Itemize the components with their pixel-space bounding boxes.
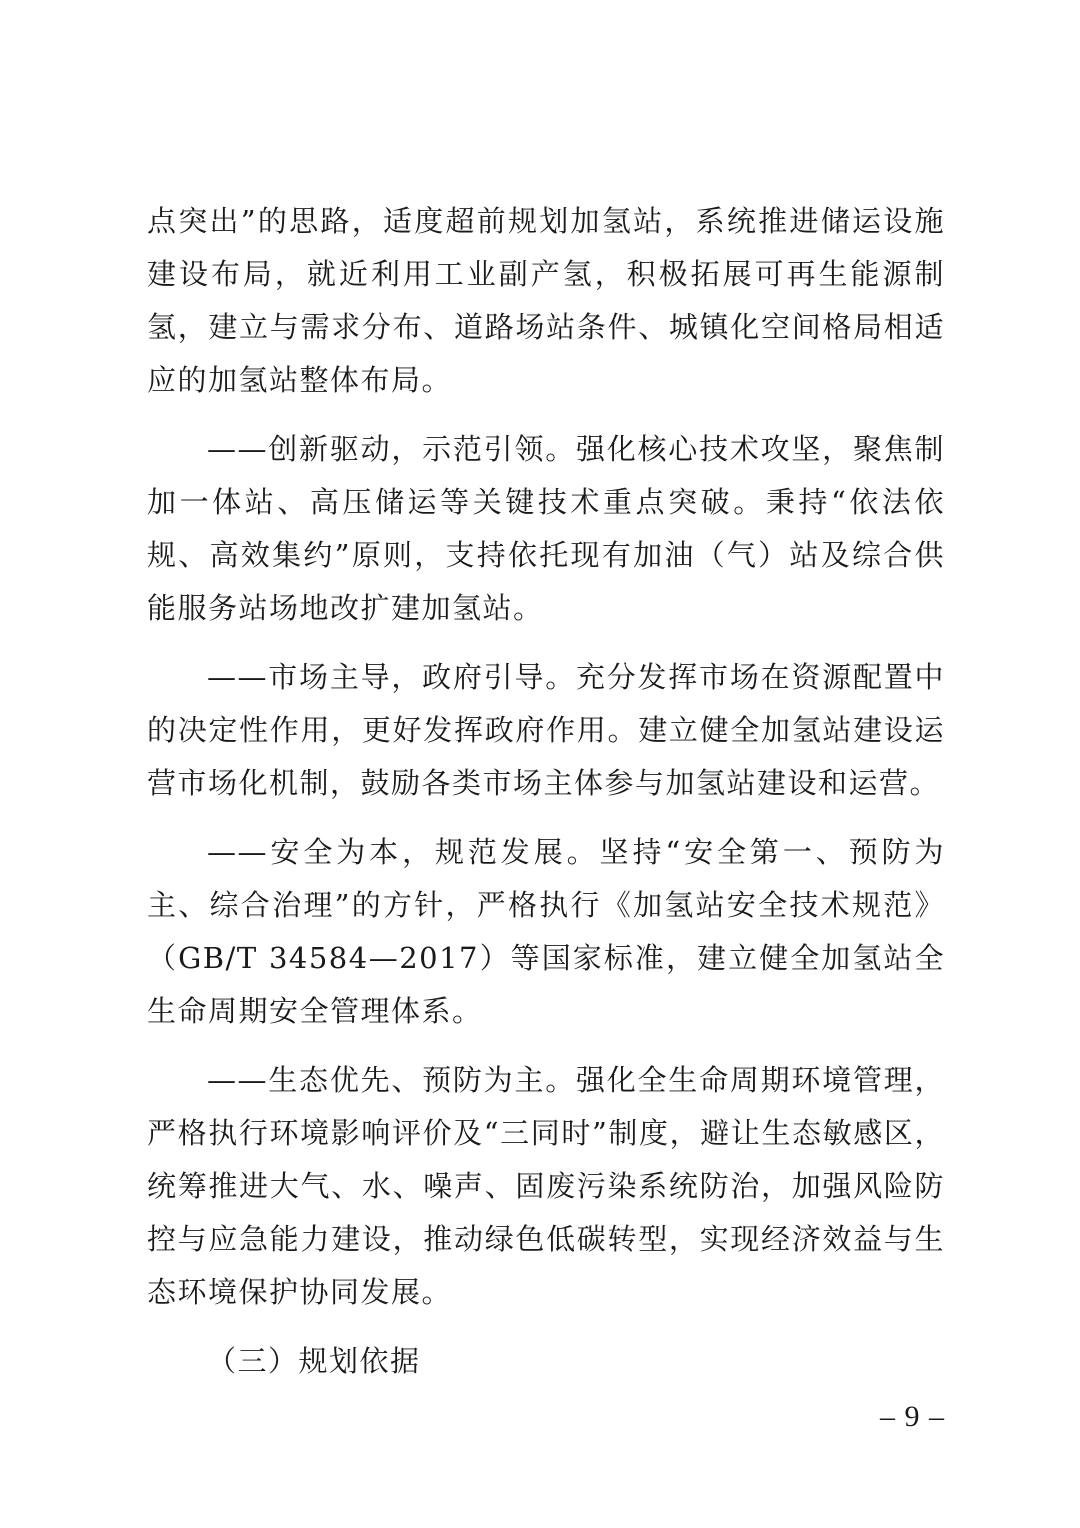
paragraph-market: ——市场主导，政府引导。充分发挥市场在资源配置中的决定性作用，更好发挥政府作用。建立健全加氢站建设运营市场化机制，鼓励各类市场主体参与加氢站建设和运营。: [147, 660, 945, 800]
paragraph-ecology: ——生态优先、预防为主。强化全生命周期环境管理，严格执行环境影响评价及“三同时”制度，避让生态敏感区，统筹推进大气、水、噪声、固废污染系统防治，加强风险防控与应急能力建设，推动绿色低碳转型，实现经济效益与生态环境保护协同发展。: [147, 1063, 945, 1309]
document-body: [147, 195, 945, 1388]
paragraph-continuation: 点突出”的思路，适度超前规划加氢站，系统推进储运设施建设布局，就近利用工业副产氢，积极拓展可再生能源制氢，建立与需求分布、道路场站条件、城镇化空间格局相适应的加氢站整体布局。: [147, 204, 945, 397]
section-heading: （三）规划依据: [207, 1344, 421, 1378]
page-number: – 9 –: [880, 1400, 945, 1433]
paragraph-innovation: ——创新驱动，示范引领。强化核心技术攻坚，聚焦制加一体站、高压储运等关键技术重点突破。秉持“依法依规、高效集约”原则，支持依托现有加油（气）站及综合供能服务站场地改扩建加氢站。: [147, 432, 945, 625]
paragraph-safety: ——安全为本，规范发展。坚持“安全第一、预防为主、综合治理”的方针，严格执行《加氢站安全技术规范》（GB/T 34584—2017）等国家标准，建立健全加氢站全生命周期安全管理体系。: [147, 835, 945, 1028]
